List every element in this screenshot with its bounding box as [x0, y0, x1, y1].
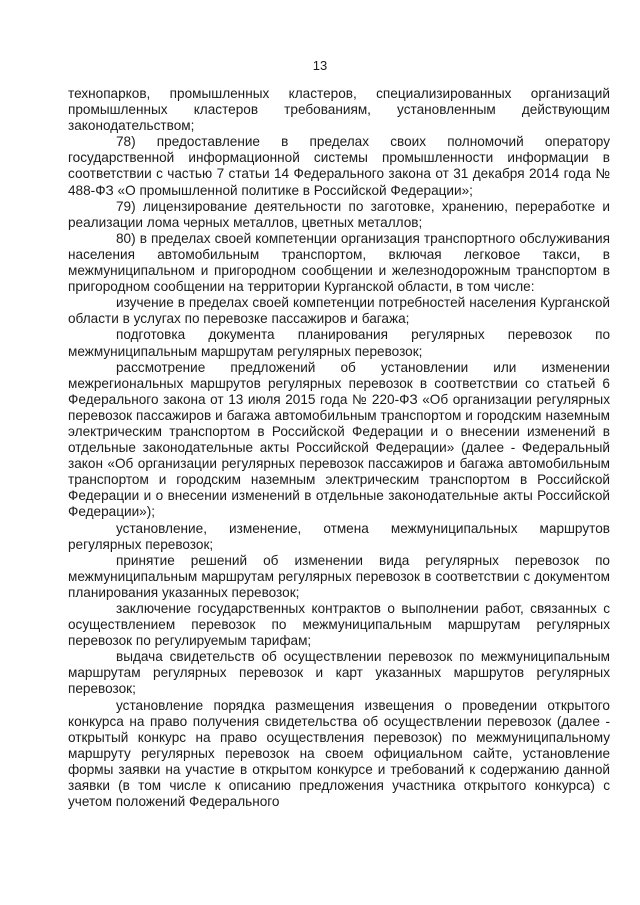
- paragraph-subitem: выдача свидетельств об осуществлении перевозок по межмуниципальным маршрутам регулярных перевозок и карт указанных маршрутов регулярных перевозок;: [68, 649, 610, 697]
- paragraph-continuation: технопарков, промышленных кластеров, специализированных организаций промышленных кластеров требованиям, установленным действующим законодательством;: [68, 86, 610, 134]
- paragraph-subitem: рассмотрение предложений об установлении или изменении межрегиональных маршрутов регулярных перевозок в соответствии со статьей 6 Федерального закона от 13 июля 2015 года № 220-ФЗ «Об организации регулярных перевозок пассажиров и багажа автомобильным транспортом и городским наземным электрическим транспортом в Российской Федерации и о внесении изменений в отдельные законодательные акты Российской Федерации» (далее - Федеральный закон «Об организации регулярных перевозок пассажиров и багажа автомобильным транспортом и городским наземным электрическим транспортом в Российской Федерации и о внесении изменений в отдельные законодательные акты Российской Федерации»);: [68, 359, 610, 520]
- paragraph-subitem: установление порядка размещения извещения о проведении открытого конкурса на право получения свидетельства об осуществлении перевозок (далее - открытый конкурс на право осуществления перевозок) по межмуниципальному маршруту регулярных перевозок на своем официальном сайте, установление формы заявки на участие в открытом конкурсе и требований к содержанию данной заявки (в том числе к описанию предложения участника открытого конкурса) с учетом положений Федерального: [68, 697, 610, 810]
- paragraph-subitem: подготовка документа планирования регулярных перевозок по межмуниципальным маршрутам регулярных перевозок;: [68, 327, 610, 359]
- document-body: [68, 86, 610, 810]
- paragraph-subitem: изучение в пределах своей компетенции потребностей населения Курганской области в услугах по перевозке пассажиров и багажа;: [68, 295, 610, 327]
- paragraph-subitem: заключение государственных контрактов о выполнении работ, связанных с осуществлением перевозок по межмуниципальным маршрутам регулярных перевозок по регулируемым тарифам;: [68, 601, 610, 649]
- paragraph-item-79: 79) лицензирование деятельности по заготовке, хранению, переработке и реализации лома черных металлов, цветных металлов;: [68, 198, 610, 230]
- paragraph-subitem: установление, изменение, отмена межмуниципальных маршрутов регулярных перевозок;: [68, 520, 610, 552]
- paragraph-item-80: 80) в пределах своей компетенции организация транспортного обслуживания населения автомобильным транспортом, включая легковое такси, в межмуниципальном и пригородном сообщении и железнодорожным транспортом в пригородном сообщении на территории Курганской области, в том числе:: [68, 230, 610, 295]
- paragraph-subitem: принятие решений об изменении вида регулярных перевозок по межмуниципальным маршрутам регулярных перевозок в соответствии с документом планирования указанных перевозок;: [68, 552, 610, 600]
- paragraph-item-78: 78) предоставление в пределах своих полномочий оператору государственной информационной системы промышленности информации в соответствии с частью 7 статьи 14 Федерального закона от 31 декабря 2014 года № 488-ФЗ «О промышленной политике в Российской Федерации»;: [68, 134, 610, 198]
- page-number: 13: [312, 58, 328, 73]
